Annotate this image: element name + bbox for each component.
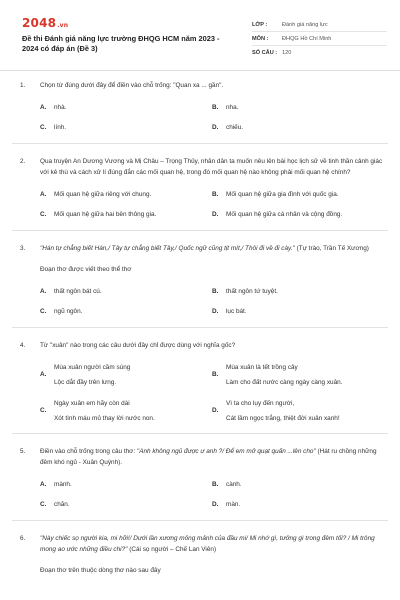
- question-text: [40, 446, 386, 468]
- option-line: Mùa xuân người cầm súng: [54, 364, 131, 371]
- question-number: 3.: [20, 245, 26, 252]
- options: [0, 480, 400, 510]
- option-d[interactable]: [212, 210, 384, 220]
- option-b[interactable]: [212, 480, 384, 490]
- option-b[interactable]: [212, 363, 384, 387]
- option-letter: B.: [212, 481, 219, 488]
- question-text: Qua truyện An Dương Vương và Mị Châu – Trọng Thủy, nhân dân ta muốn nêu lên bài học lịch sử về tinh thần cảnh giác với kẻ thù và cách xử lí đúng đắn các mối quan hệ, trong đó mối quan hệ nào không phải mối quan hệ chính?: [40, 158, 383, 176]
- option-text: thất ngôn tứ tuyệt.: [226, 288, 278, 295]
- option-a[interactable]: [40, 480, 212, 490]
- option-line: Mùa xuân là tết trồng cây: [226, 364, 298, 371]
- option-letter: A.: [40, 288, 47, 295]
- option-d[interactable]: [212, 500, 384, 510]
- question-text: [40, 533, 386, 555]
- option-line: Làm cho đất nước càng ngày càng xuân.: [226, 379, 343, 386]
- header-divider: [0, 70, 400, 71]
- option-text: Mối quan hệ giữa riêng với chung.: [54, 191, 152, 198]
- option-text: Mối quan hệ giữa cá nhân và cộng đồng.: [226, 211, 343, 218]
- option-b[interactable]: [212, 103, 384, 113]
- question-text: Từ "xuân" nào trong các câu dưới đây chỉ được dùng với nghĩa gốc?: [40, 342, 236, 349]
- option-letter: C.: [40, 211, 47, 218]
- option-line: Xót tình máu mủ thay lời nước non.: [54, 415, 155, 422]
- logo-main: 2048: [22, 16, 57, 30]
- option-letter: B.: [212, 191, 219, 198]
- option-letter: A.: [40, 104, 47, 111]
- question-prompt: Đoạn thơ trên thuộc dòng thơ nào sau đây: [40, 567, 161, 574]
- quoted-verse: "Hán tự chẳng biết Hán,/ Tây tự chẳng biết Tây,/ Quốc ngữ cũng tịt mít,/ Thôi đi về đi cày.": [40, 245, 295, 252]
- question-4: [0, 340, 400, 423]
- option-line: Lộc dắt đầy trên lưng.: [54, 379, 117, 386]
- option-letter: B.: [212, 371, 219, 378]
- question-list: [0, 80, 400, 576]
- question-divider: [12, 433, 388, 434]
- option-d[interactable]: [212, 307, 384, 317]
- option-text: ngũ ngôn.: [54, 308, 83, 315]
- question-divider: [12, 230, 388, 231]
- option-text: chăn.: [54, 501, 70, 508]
- question-text: [40, 243, 386, 254]
- option-c[interactable]: [40, 399, 212, 423]
- option-letter: A.: [40, 371, 47, 378]
- options: [0, 287, 400, 317]
- option-c[interactable]: [40, 123, 212, 133]
- question-number: 4.: [20, 342, 26, 349]
- option-text: màn.: [226, 501, 241, 508]
- question-number: 2.: [20, 158, 26, 165]
- option-a[interactable]: [40, 287, 212, 297]
- meta-key: LỚP :: [252, 21, 268, 28]
- options: [0, 190, 400, 220]
- question-2: [0, 156, 400, 220]
- option-line: Vì ta cho lụy đến người,: [226, 400, 295, 407]
- option-d[interactable]: [212, 123, 384, 133]
- option-a[interactable]: [40, 103, 212, 113]
- question-text: Chọn từ đúng dưới đây để điền vào chỗ trống: "Quan xa ... gần".: [40, 82, 224, 89]
- meta-value: ĐHQG Hồ Chí Minh: [282, 35, 332, 42]
- question-1: [0, 80, 400, 133]
- question-number: 6.: [20, 535, 26, 542]
- site-logo[interactable]: [22, 16, 68, 30]
- option-text: nhà.: [54, 104, 67, 111]
- option-text: nha.: [226, 104, 239, 111]
- meta-key: SỐ CÂU :: [252, 50, 278, 56]
- option-b[interactable]: [212, 287, 384, 297]
- meta-row-subject: [252, 32, 387, 46]
- option-letter: D.: [212, 501, 219, 508]
- option-text: Mối quan hệ giữa gia đình với quốc gia.: [226, 191, 339, 198]
- option-c[interactable]: [40, 500, 212, 510]
- quoted-verse: "Này chiếc sọ người kia, mi hỡi!/ Dưới lần xương mỏng mảnh của đầu mi/ Mi nhớ gì, tưởng gì trong đêm tối? / Mi trông mong ao ước những điều chi?": [40, 535, 375, 553]
- question-number: 1.: [20, 82, 26, 89]
- verse-source: (Tự trào, Trần Tế Xương): [294, 245, 369, 252]
- option-c[interactable]: [40, 307, 212, 317]
- option-a[interactable]: [40, 363, 212, 387]
- logo-suffix: .vn: [57, 22, 69, 29]
- option-letter: A.: [40, 481, 47, 488]
- header: [12, 12, 388, 64]
- option-letter: C.: [40, 124, 47, 131]
- option-letter: D.: [212, 124, 219, 131]
- option-letter: A.: [40, 191, 47, 198]
- meta-table: [252, 18, 387, 60]
- meta-key: MÔN :: [252, 35, 269, 42]
- option-letter: C.: [40, 407, 47, 414]
- question-5: [0, 446, 400, 510]
- meta-value: 120: [282, 50, 292, 56]
- quoted-verse: "Anh không ngủ được ư anh ?/ Để em mở quạt quấn ...lên cho": [136, 448, 316, 455]
- meta-value: Đánh giá năng lực: [282, 21, 328, 28]
- verse-source: (Hát ru chồng những đêm khó ngủ - Xuân Quỳnh).: [40, 448, 377, 466]
- option-letter: D.: [212, 308, 219, 315]
- question-number: 5.: [20, 448, 26, 455]
- option-line: Cát lầm ngọc trắng, thiệt đời xuân xanh!: [226, 415, 340, 422]
- option-line: Ngày xuân em hãy còn dài: [54, 400, 130, 407]
- option-text: mành.: [54, 481, 72, 488]
- option-text: cành.: [226, 481, 242, 488]
- question-lead: Điền vào chỗ trống trong câu thơ:: [40, 448, 137, 455]
- option-d[interactable]: [212, 399, 384, 423]
- question-divider: [12, 520, 388, 521]
- option-b[interactable]: [212, 190, 384, 200]
- option-letter: D.: [212, 407, 219, 414]
- document-title: Đề thi Đánh giá năng lực trường ĐHQG HCM năm 2023 - 2024 có đáp án (Đề 3): [22, 34, 220, 53]
- meta-row-count: [252, 46, 387, 60]
- option-letter: B.: [212, 104, 219, 111]
- question-divider: [12, 327, 388, 328]
- option-c[interactable]: [40, 210, 212, 220]
- question-3: [0, 243, 400, 317]
- question-6: [0, 533, 400, 576]
- option-letter: D.: [212, 211, 219, 218]
- verse-source: (Cái sọ người – Chế Lan Viên): [127, 546, 217, 553]
- option-text: lính.: [54, 124, 67, 131]
- option-letter: C.: [40, 501, 47, 508]
- question-divider: [12, 143, 388, 144]
- option-a[interactable]: [40, 190, 212, 200]
- options: [0, 363, 400, 423]
- option-letter: C.: [40, 308, 47, 315]
- question-prompt: Đoạn thơ được viết theo thể thơ: [40, 266, 132, 273]
- meta-row-class: [252, 18, 387, 32]
- option-text: thất ngôn bát cú.: [54, 288, 102, 295]
- option-text: chiếu.: [226, 124, 244, 131]
- option-letter: B.: [212, 288, 219, 295]
- option-text: lục bát.: [226, 308, 247, 315]
- option-text: Mối quan hệ giữa hai bên thông gia.: [54, 211, 157, 218]
- options: [0, 103, 400, 133]
